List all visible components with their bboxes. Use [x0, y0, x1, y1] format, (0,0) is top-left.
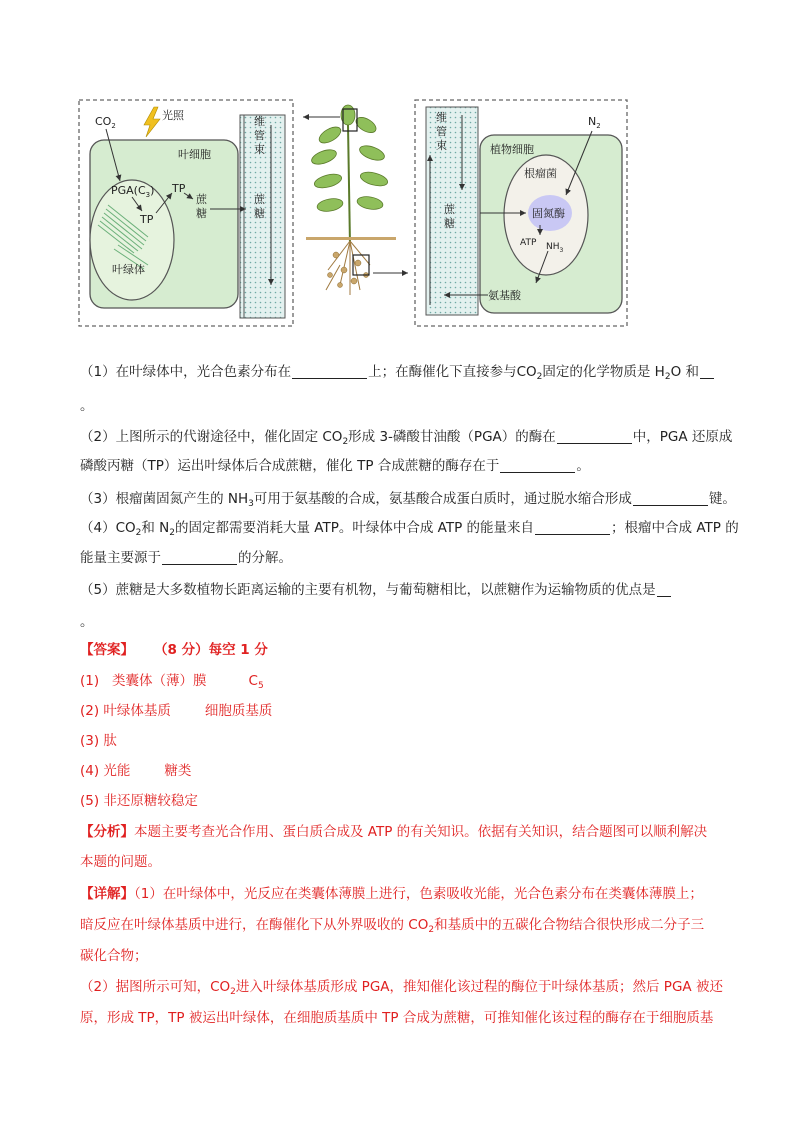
bundle-label-1: 维 — [254, 115, 265, 128]
answer-5: (5) 非还原糖较稳定 — [80, 793, 198, 809]
pga-label: $PGA(C_3)$ — [111, 184, 155, 199]
answer-header: 【答案】 （8 分）每空 1 分 — [80, 642, 268, 658]
question-1: （1）在叶绿体中，光合色素分布在 上；在酶催化下直接参与$CO_2$固定的化学物质是 $H_2O$ 和 — [80, 362, 730, 387]
bundle-sucrose-label-1: 蔗 — [254, 193, 265, 206]
nitrogenase-label: 固氮酶 — [532, 207, 565, 220]
right-bundle-label-1: 维 — [436, 111, 447, 124]
leaf-cell-label: 叶细胞 — [178, 148, 211, 161]
analysis-line-1: 【分析】本题主要考查光合作用、蛋白质合成及 ATP 的有关知识。依据有关知识，结合题图可以顺利解决 — [80, 824, 708, 840]
detail-line-1: 【详解】（1）在叶绿体中，光反应在类囊体薄膜上进行，色素吸收光能，光合色素分布在类囊体薄膜上； — [80, 886, 703, 902]
right-bundle-label-3: 束 — [436, 139, 447, 152]
nh3-label: $NH_3$ — [546, 242, 564, 254]
n2-label: $N_2$ — [588, 115, 601, 130]
photosynthesis-nitrogen-fixation-diagram — [78, 95, 630, 330]
lightning-icon — [144, 107, 160, 137]
answer-2: (2) 叶绿体基质 细胞质基质 — [80, 703, 273, 719]
detail-line-2: 暗反应在叶绿体基质中进行，在酶催化下从外界吸收的 $CO_2$和基质中的五碳化合物结合很快形成二分子三 — [80, 917, 705, 935]
answer-3: (3) 肽 — [80, 733, 117, 749]
tp-inner-label: TP — [140, 213, 154, 226]
chloroplast — [90, 180, 174, 300]
blank[interactable] — [292, 364, 367, 379]
plant-illustration — [306, 105, 396, 295]
amino-acid-label: 氨基酸 — [488, 289, 521, 302]
rhizobium-label: 根瘤菌 — [524, 167, 557, 180]
question-4: $(4)CO_2$和 $N_2$的固定都需要消耗大量 ATP。叶绿体中合成 ATP 的能量来自 ；根瘤中合成 ATP 的 — [80, 520, 739, 538]
question-3: （3）根瘤菌固氮产生的 $NH_3$可用于氨基酸的合成，氨基酸合成蛋白质时，通过脱水缩合形成 键。 — [80, 491, 736, 509]
blank[interactable] — [500, 458, 575, 473]
question-4-line2: 能量主要源于 的分解。 — [80, 550, 292, 566]
detail-line-4: （2）据图所示可知，$CO_2$进入叶绿体基质形成 PGA，推知催化该过程的酶位于叶绿体基质；然后 PGA 被还 — [80, 979, 723, 997]
analysis-line-2: 本题的问题。 — [80, 854, 161, 870]
chloroplast-label: 叶绿体 — [112, 263, 145, 276]
tp-outer-label: TP — [172, 182, 186, 195]
bundle-label-2: 管 — [254, 129, 265, 142]
bundle-sucrose-label-2: 糖 — [254, 207, 265, 220]
question-5-end: 。 — [80, 614, 94, 630]
answer-1: (1) 类囊体（薄）膜 $C_5$ — [80, 673, 264, 691]
right-sucrose-label-1: 蔗 — [444, 203, 455, 216]
blank[interactable] — [557, 429, 632, 444]
blank[interactable] — [657, 582, 671, 597]
answer-4: (4) 光能 糖类 — [80, 763, 192, 779]
right-sucrose-label-2: 糖 — [444, 217, 455, 230]
question-1-end: 。 — [80, 398, 94, 414]
question-2: （2）上图所示的代谢途径中，催化固定 $CO_2$形成 3-磷酸甘油酸（PGA）的酶在 中，PGA 还原成 — [80, 429, 733, 447]
question-5: （5）蔗糖是大多数植物长距离运输的主要有机物，与葡萄糖相比，以蔗糖作为运输物质的优点是 — [80, 580, 730, 600]
blank[interactable] — [633, 491, 708, 506]
plant-cell-label: 植物细胞 — [490, 143, 534, 156]
detail-line-5: 原，形成 TP，TP 被运出叶绿体，在细胞质基质中 TP 合成为蔗糖，可推知催化该过程的酶存在于细胞质基 — [80, 1010, 714, 1026]
blank[interactable] — [162, 550, 237, 565]
right-bundle-label-2: 管 — [436, 125, 447, 138]
detail-line-3: 碳化合物； — [80, 948, 148, 964]
atp-label: ATP — [520, 238, 537, 248]
light-label: 光照 — [162, 109, 184, 122]
question-2-line2: 磷酸丙糖（TP）运出叶绿体后合成蔗糖，催化 TP 合成蔗糖的酶存在于 。 — [80, 458, 590, 474]
bundle-label-3: 束 — [254, 143, 265, 156]
sucrose-label-1: 蔗 — [196, 193, 207, 206]
sucrose-label-2: 糖 — [196, 207, 207, 220]
blank[interactable] — [535, 520, 610, 535]
blank[interactable] — [700, 364, 714, 379]
co2-label: $CO_2$ — [95, 115, 116, 130]
